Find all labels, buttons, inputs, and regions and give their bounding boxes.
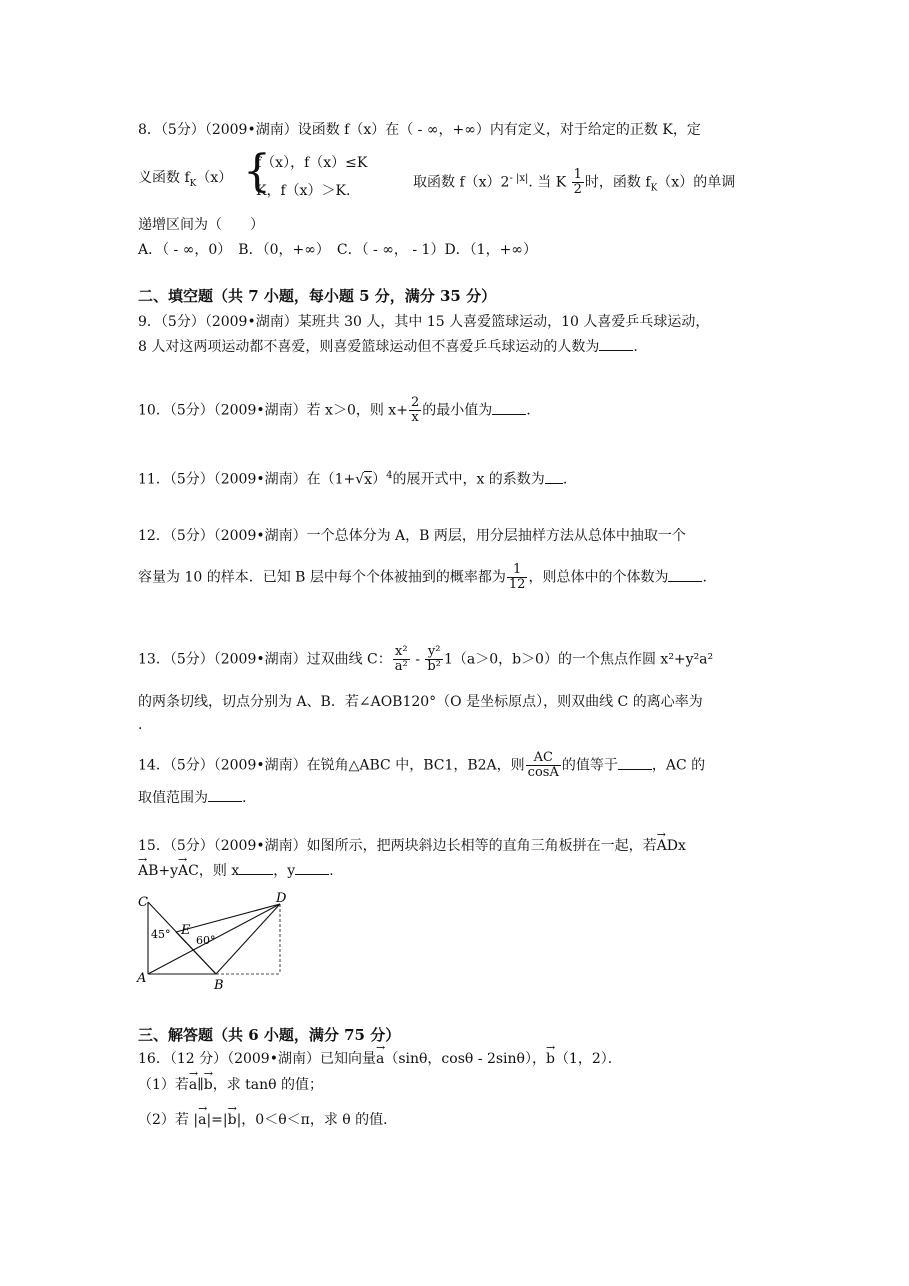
q13-line1: 13．（5分）（2009•湖南）过双曲线 C： $\frac{\text{x²}}{\text{a²}}$ - $\frac{\text{y²}}{\text{b²}}$ 1（a＞0，b＞0）的一个焦点作圆 x²+y²a² [138, 644, 714, 674]
q9-line2: 8 人对这两项运动都不喜爱，则喜爱篮球运动但不喜爱乒乓球运动的人数为 . [138, 339, 638, 355]
fraction-1-over-12: $\frac{1}{12}$ [508, 562, 526, 592]
section-heading-solutions: 三、解答题（共 6 小题，满分 75 分） [138, 1026, 401, 1044]
q12-line2: 容量为 10 的样本．已知 B 层中每个个体被抽到的概率都为 $\frac{1}{12}$ ，则总体中的个体数为 . [138, 562, 707, 592]
vector-a: → a [376, 1049, 384, 1069]
q13-line2: 的两条切线，切点分别为 A、B．若∠AOB120°（O 是坐标原点），则双曲线 C 的离心率为 [138, 694, 703, 710]
vector-ad: → AD [657, 836, 678, 856]
q11: 11．（5分）（2009•湖南）在$(1+√x)^4$的展开式中，x 的系数为 . [138, 470, 568, 488]
q9-line1: 9．（5分）（2009•湖南）某班共 30 人，其中 15 人喜爱篮球运动，10 人喜爱乒乓球运动， [138, 314, 710, 330]
vector-ac: → AC [178, 861, 199, 881]
angle-60: 60° [196, 934, 216, 947]
q12-line1: 12．（5分）（2009•湖南）一个总体分为 A，B 两层，用分层抽样方法从总体中抽取一个 [138, 528, 686, 544]
answer-blank [295, 862, 329, 875]
piecewise-case2: K，f（x）＞K. [256, 183, 351, 199]
section-heading-fill-in: 二、填空题（共 7 小题，每小题 5 分，满分 35 分） [138, 287, 497, 305]
vector-b: → b [546, 1049, 555, 1069]
q8-line3: 递增区间为（ ） [138, 217, 264, 233]
label-d: D [276, 891, 287, 906]
answer-blank [599, 338, 633, 351]
answer-blank [239, 862, 273, 875]
triangle-figure [134, 890, 294, 995]
segment-ed [176, 904, 280, 932]
piecewise-case1: f（x），f（x）≤K [256, 155, 368, 171]
segment-bd [216, 904, 280, 974]
answer-blank [545, 471, 563, 484]
answer-blank [668, 569, 702, 582]
q16-part1: （1）若→ a∥→ b，求 tanθ 的值； [138, 1075, 323, 1095]
q16-part2: （2）若 |→ a|=|→ b|，0＜θ＜π，求 θ 的值． [138, 1110, 397, 1130]
sqrt-sign: √ [355, 471, 365, 488]
q15-line1: 15．（5分）（2009•湖南）如图所示，把两块斜边长相等的直角三角板拼在一起，若→ ADx [138, 836, 686, 856]
fraction-x2-a2: $\frac{\text{x²}}{\text{a²}}$ [394, 644, 408, 674]
fraction-y2-b2: $\frac{\text{y²}}{\text{b²}}$ [427, 644, 441, 674]
label-b: B [214, 978, 224, 993]
q13-line3: . [138, 717, 143, 733]
q8-line2-left: 义函数 $f_K(x)$ [138, 170, 233, 189]
fraction-half: $\frac{1}{2}$ [573, 167, 582, 197]
q8-line1: 8．（5分）（2009•湖南）设函数 f（x）在（ - ∞，+∞）内有定义，对于给定的正数 K，定 [138, 122, 701, 138]
q10: 10．（5分）（2009•湖南）若 x＞0，则 x+ $\frac{2}{x}$ 的最小值为 . [138, 395, 531, 425]
q15-line2: → AB+y→ AC，则 x ，y . [138, 861, 334, 881]
q8-line2-right: 取函数 $f(x)2^{- |x|}$. 当 K $\frac{1}{2}$ 时，函数 $f_K(x)$的单调 [413, 167, 736, 197]
label-c: C [138, 895, 148, 910]
label-a: A [137, 971, 147, 986]
answer-blank [618, 757, 652, 770]
fraction-2-over-x: $\frac{2}{x}$ [410, 395, 420, 425]
vector-ab: → AB [138, 861, 158, 881]
piecewise-brace: { [243, 146, 271, 197]
label-e: E [181, 923, 191, 938]
angle-45: 45° [151, 928, 171, 941]
q14-line2: 取值范围为 . [138, 790, 247, 806]
answer-blank [208, 789, 242, 802]
fraction-ac-cosa: $\frac{AC}{\cos A}$ [527, 750, 559, 780]
q8-options: A．（ - ∞，0） B．（0，+∞） C．（ - ∞， - 1）D．（1，+∞） [138, 242, 537, 258]
q14-line1: 14．（5分）（2009•湖南）在锐角△ABC 中，BC1，B2A，则 $\frac{AC}{\cos A}$ 的值等于 ，AC 的 [138, 750, 706, 780]
q16-line1: 16．（12 分）（2009•湖南）已知向量→ a（sinθ，cosθ - 2sinθ），→ b（1，2）． [138, 1049, 622, 1069]
answer-blank [492, 402, 526, 415]
